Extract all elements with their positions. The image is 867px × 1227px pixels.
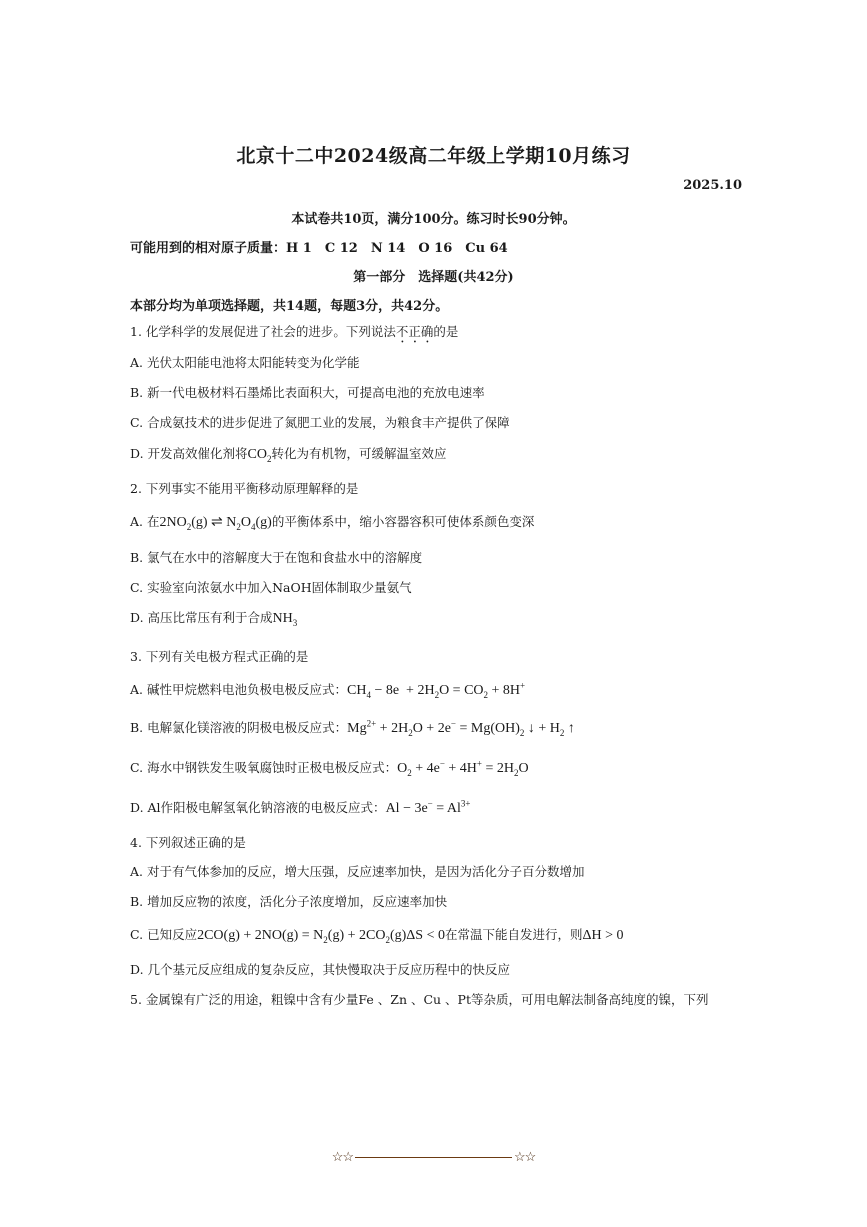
q1-d-text: D. 开发高效催化剂将 — [130, 446, 248, 461]
section-instruction: 本部分均为单项选择题，共14题，每题3分，共42分。 — [130, 299, 449, 314]
q3-option-b: B. 电解氯化镁溶液的阴极电极反应式：$Mg^{2+} + 2H_2O + 2e^- = Mg(OH)_2$ ↓ + $H_2$ ↑ — [130, 718, 575, 738]
q1-d-text-end: 转化为有机物，可缓解温室效应 — [271, 446, 447, 461]
q3-option-c: C. 海水中钢铁发生吸氧腐蚀时正极电极反应式：$O_2 + 4e^- + 4H^+ = 2H_2O$ — [130, 758, 529, 778]
q1-option-d — [130, 444, 447, 464]
question-5-stem: 5. 金属镍有广泛的用途，粗镍中含有少量Fe 、Zn 、Cu 、Pt等杂质，可用电解法制备高纯度的镍，下列 — [130, 992, 709, 1007]
q1-emphasis: 不正确 — [395, 324, 434, 339]
atomic-mass-line: 可能用到的相对原子质量：H 1 C 12 N 14 O 16 Cu 64 — [130, 241, 508, 256]
exam-date: 2025.10 — [683, 178, 742, 193]
question-1-stem — [130, 322, 458, 346]
q3a-equation: $CH_4 - 8e + 2H_2O = CO_2 + 8H^+$ — [346, 680, 526, 700]
footer-ornament — [0, 1150, 867, 1165]
q3-option-a: A. 碱性甲烷燃料电池负极电极反应式：$CH_4 - 8e + 2H_2O = CO_2 + 8H^+$ — [130, 680, 526, 700]
footer-divider — [355, 1157, 512, 1158]
q1-option-c: C. 合成氨技术的进步促进了氮肥工业的发展，为粮食丰产提供了保障 — [130, 415, 510, 430]
q4c-enthalpy: ΔH > 0 — [582, 928, 624, 943]
q4c-reaction: $2CO(g) + 2NO(g) = N_2(g) + 2CO_2(g)\Delta S < 0$ — [197, 928, 445, 945]
star-icon: ☆☆ — [331, 1150, 353, 1165]
q2-option-c: C. 实验室向浓氨水中加入NaOH固体制取少量氨气 — [130, 580, 412, 595]
question-2-stem: 2. 下列事实不能用平衡移动原理解释的是 — [130, 481, 359, 496]
q1-option-b: B. 新一代电极材料石墨烯比表面积大，可提高电池的充放电速率 — [130, 385, 485, 400]
q2-option-d: D. 高压比常压有利于合成$NH_3$ — [130, 610, 298, 628]
q2-option-a: A. 在$2NO_2(g)$ ⇌ $N_2O_4(g)$的平衡体系中，缩小容器容积可使体系颜色变深 — [130, 514, 535, 532]
co2-formula: $CO_2$ — [247, 447, 272, 464]
question-3-stem: 3. 下列有关电极方程式正确的是 — [130, 649, 309, 664]
q1-stem-text: 1. 化学科学的发展促进了社会的进步。下列说法 — [130, 324, 396, 339]
q4-option-a: A. 对于有气体参加的反应，增大压强，反应速率加快，是因为活化分子百分数增加 — [130, 864, 585, 879]
q3d-equation: $Al - 3e^- = Al^{3+}$ — [385, 798, 471, 816]
no2-n2o4-equilibrium: $2NO_2(g)$ ⇌ $N_2O_4(g)$ — [159, 515, 272, 532]
nh3-formula: $NH_3$ — [272, 611, 298, 628]
q3-option-d: D. Al作阳极电解氢氧化钠溶液的电极反应式：$Al - 3e^- = Al^{3+}$ — [130, 798, 471, 816]
q1-stem-end: 的是 — [433, 324, 459, 339]
question-4-stem: 4. 下列叙述正确的是 — [130, 835, 246, 850]
section-title: 第一部分 选择题(共42分) — [353, 270, 514, 285]
q4-option-b: B. 增加反应物的浓度，活化分子浓度增加，反应速率加快 — [130, 894, 448, 909]
page-title: 北京十二中2024级高二年级上学期10月练习 — [236, 145, 631, 167]
q3c-equation: $O_2 + 4e^- + 4H^+ = 2H_2O$ — [397, 758, 529, 778]
q2-option-b: B. 氯气在水中的溶解度大于在饱和食盐水中的溶解度 — [130, 550, 423, 565]
exam-info: 本试卷共10页，满分100分。练习时长90分钟。 — [291, 212, 576, 227]
q4-option-d: D. 几个基元反应组成的复杂反应，其快慢取决于反应历程中的快反应 — [130, 962, 511, 977]
q3b-equation: $Mg^{2+} + 2H_2O + 2e^- = Mg(OH)_2$ ↓ + $H_2$ ↑ — [347, 718, 575, 738]
q4-option-c: C. 已知反应$2CO(g) + 2NO(g) = N_2(g) + 2CO_2(g)\Delta S < 0$在常温下能自发进行，则ΔH > 0 — [130, 927, 624, 945]
q1-option-a: A. 光伏太阳能电池将太阳能转变为化学能 — [130, 355, 360, 370]
star-icon: ☆☆ — [514, 1150, 536, 1165]
